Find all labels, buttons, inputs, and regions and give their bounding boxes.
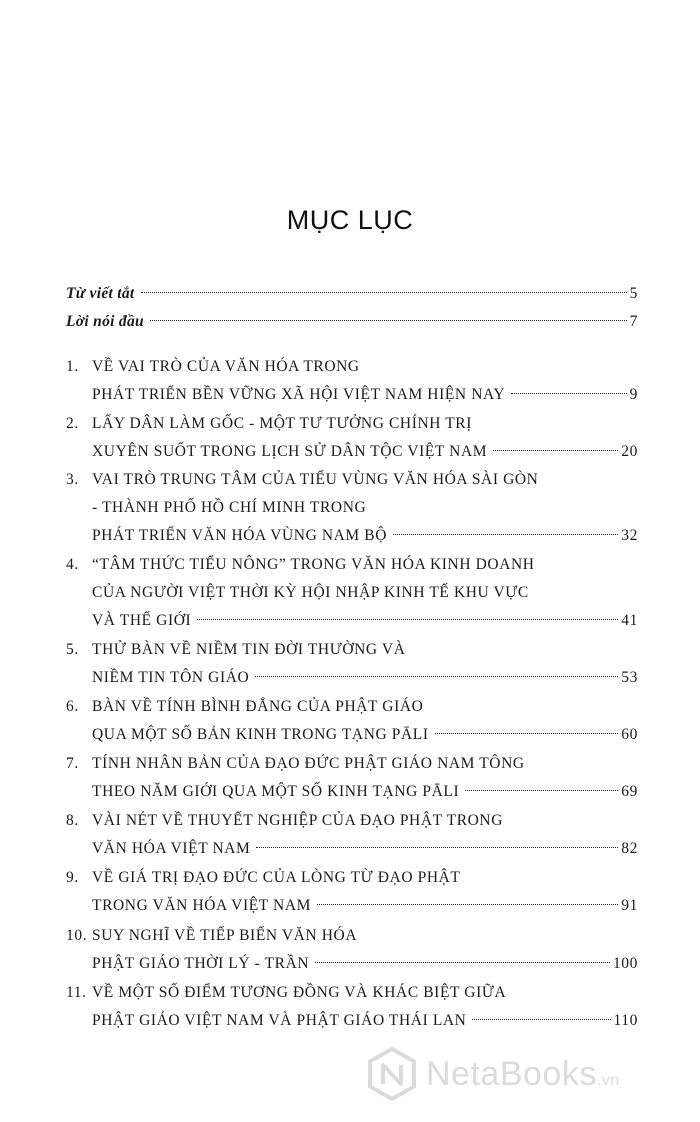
toc-chapter-line xyxy=(0,922,700,950)
watermark xyxy=(364,1044,684,1104)
dot-leader xyxy=(435,733,619,734)
toc-chapter-line xyxy=(0,353,700,381)
page-number: 91 xyxy=(621,897,638,914)
page-number: 5 xyxy=(629,285,638,302)
chapter-number: 6. xyxy=(66,698,79,715)
page-number: 41 xyxy=(621,612,638,629)
page-leader xyxy=(315,892,638,920)
toc-chapter-line xyxy=(0,750,700,778)
chapter-title-line: PHẬT GIÁO THỜI LÝ - TRẦN xyxy=(92,955,310,972)
chapter-title-line: XUYÊN SUỐT TRONG LỊCH SỬ DÂN TỘC VIỆT NAM xyxy=(92,443,488,460)
chapter-title-line: BÀN VỀ TÍNH BÌNH ĐẲNG CỦA PHẬT GIÁO xyxy=(92,698,424,715)
chapter-title-line: VĂN HÓA VIỆT NAM xyxy=(92,840,251,857)
chapter-title-line: PHÁT TRIỂN VĂN HÓA VÙNG NAM BỘ xyxy=(92,527,388,544)
page-leader xyxy=(254,835,638,863)
dot-leader xyxy=(472,1019,610,1020)
chapter-title-line: NIỀM TIN TÔN GIÁO xyxy=(92,669,250,686)
toc-chapter-line xyxy=(0,522,700,550)
toc-chapter-line xyxy=(0,979,700,1007)
page-number: 7 xyxy=(629,313,638,330)
chapter-number: 10. xyxy=(66,927,88,944)
chapter-title-line: TRONG VĂN HÓA VIỆT NAM xyxy=(92,897,312,914)
toc-chapter-line xyxy=(0,778,700,806)
toc-chapter-line xyxy=(0,466,700,494)
page-leader xyxy=(148,308,638,336)
chapter-title-line: THỬ BÀN VỀ NIỀM TIN ĐỜI THƯỜNG VÀ xyxy=(92,641,406,658)
chapter-number: 9. xyxy=(66,869,79,886)
dot-leader xyxy=(315,962,610,963)
page-number: 69 xyxy=(621,783,638,800)
toc-chapter-line xyxy=(0,721,700,749)
page-leader xyxy=(509,381,638,409)
chapter-title-line: VỀ MỘT SỐ ĐIỂM TƯƠNG ĐỒNG VÀ KHÁC BIỆT GIỮA xyxy=(92,984,507,1001)
toc-chapter-line xyxy=(0,494,700,522)
chapter-title-line: TÍNH NHÂN BẢN CỦA ĐẠO ĐỨC PHẬT GIÁO NAM TÔNG xyxy=(92,755,525,772)
dot-leader xyxy=(493,450,618,451)
toc-chapter-line xyxy=(0,381,700,409)
front-entry-label: Từ viết tắt xyxy=(66,285,135,302)
dot-leader xyxy=(511,393,626,394)
dot-leader xyxy=(465,790,618,791)
toc-front-entry xyxy=(0,280,700,308)
toc-chapter-line xyxy=(0,410,700,438)
page-number: 32 xyxy=(621,527,638,544)
chapter-title-line: VỀ VAI TRÒ CỦA VĂN HÓA TRONG xyxy=(92,358,360,375)
chapter-title-line: PHÁT TRIỂN BỀN VỮNG XÃ HỘI VIỆT NAM HIỆN NAY xyxy=(92,386,506,403)
chapter-title-line: CỦA NGƯỜI VIỆT THỜI KỲ HỘI NHẬP KINH TẾ KHU VỰC xyxy=(92,584,529,601)
page-number: 110 xyxy=(613,1012,638,1029)
chapter-number: 1. xyxy=(66,358,79,375)
chapter-title-line: VÀ THẾ GIỚI xyxy=(92,612,192,629)
toc-chapter-line xyxy=(0,607,700,635)
page-number: 100 xyxy=(612,955,638,972)
page-number: 20 xyxy=(621,443,638,460)
chapter-number: 8. xyxy=(66,812,79,829)
dot-leader xyxy=(256,847,618,848)
page-leader xyxy=(470,1007,638,1035)
chapter-title-line: LẤY DÂN LÀM GỐC - MỘT TƯ TƯỞNG CHÍNH TRỊ xyxy=(92,415,473,432)
toc-chapter-line xyxy=(0,693,700,721)
toc-chapter-line xyxy=(0,551,700,579)
watermark-text xyxy=(426,1055,620,1094)
chapter-number: 4. xyxy=(66,556,79,573)
watermark-suffix: .vn xyxy=(596,1071,620,1089)
page-leader xyxy=(491,438,638,466)
toc-chapter-line xyxy=(0,950,700,978)
chapter-title-line: PHẬT GIÁO VIỆT NAM VÀ PHẬT GIÁO THÁI LAN xyxy=(92,1012,467,1029)
dot-leader xyxy=(317,904,618,905)
page-number: 53 xyxy=(621,669,638,686)
dot-leader xyxy=(255,676,618,677)
chapter-title-line: - THÀNH PHỐ HỒ CHÍ MINH TRONG xyxy=(92,499,367,516)
toc-chapter-line xyxy=(0,807,700,835)
chapter-number: 3. xyxy=(66,471,79,488)
chapter-number: 2. xyxy=(66,415,79,432)
toc-chapter-line xyxy=(0,579,700,607)
watermark-brand: NetaBooks xyxy=(426,1054,597,1093)
chapter-number: 7. xyxy=(66,755,79,772)
page-leader xyxy=(433,721,638,749)
page-number: 60 xyxy=(621,726,638,743)
chapter-title-line: SUY NGHĨ VỀ TIẾP BIẾN VĂN HÓA xyxy=(92,927,358,944)
dot-leader xyxy=(141,292,627,293)
chapter-number: 11. xyxy=(66,984,87,1001)
chapter-number: 5. xyxy=(66,641,79,658)
page-leader xyxy=(463,778,638,806)
toc-chapter-line xyxy=(0,892,700,920)
chapter-title-line: VAI TRÒ TRUNG TÂM CỦA TIỂU VÙNG VĂN HÓA SÀI GÒN xyxy=(92,471,539,488)
dot-leader xyxy=(197,619,618,620)
toc-chapter-line xyxy=(0,636,700,664)
netabooks-logo-icon xyxy=(364,1046,420,1102)
page-leader xyxy=(195,607,638,635)
page-title: MỤC LỤC xyxy=(286,205,414,235)
page-leader xyxy=(313,950,638,978)
chapter-title-line: VỀ GIÁ TRỊ ĐẠO ĐỨC CỦA LÒNG TỪ ĐẠO PHẬT xyxy=(92,869,461,886)
page-leader xyxy=(253,664,638,692)
dot-leader xyxy=(393,534,618,535)
chapter-title-line: THEO NĂM GIỚI QUA MỘT SỐ KINH TẠNG PĀLI xyxy=(92,783,460,800)
page-leader xyxy=(139,280,638,308)
page-leader xyxy=(391,522,638,550)
page-number: 9 xyxy=(629,386,638,403)
toc-chapter-line xyxy=(0,864,700,892)
toc-front-entry xyxy=(0,308,700,336)
toc-chapter-line xyxy=(0,438,700,466)
front-entry-label: Lời nói đầu xyxy=(66,313,144,330)
dot-leader xyxy=(150,320,627,321)
toc-chapter-line xyxy=(0,1007,700,1035)
chapter-title-line: VÀI NÉT VỀ THUYẾT NGHIỆP CỦA ĐẠO PHẬT TRONG xyxy=(92,812,504,829)
page-number: 82 xyxy=(621,840,638,857)
chapter-title-line: “TÂM THỨC TIỂU NÔNG” TRONG VĂN HÓA KINH DOANH xyxy=(92,556,535,573)
chapter-title-line: QUA MỘT SỐ BẢN KINH TRONG TẠNG PĀLI xyxy=(92,726,429,743)
toc-chapter-line xyxy=(0,835,700,863)
toc-chapter-line xyxy=(0,664,700,692)
